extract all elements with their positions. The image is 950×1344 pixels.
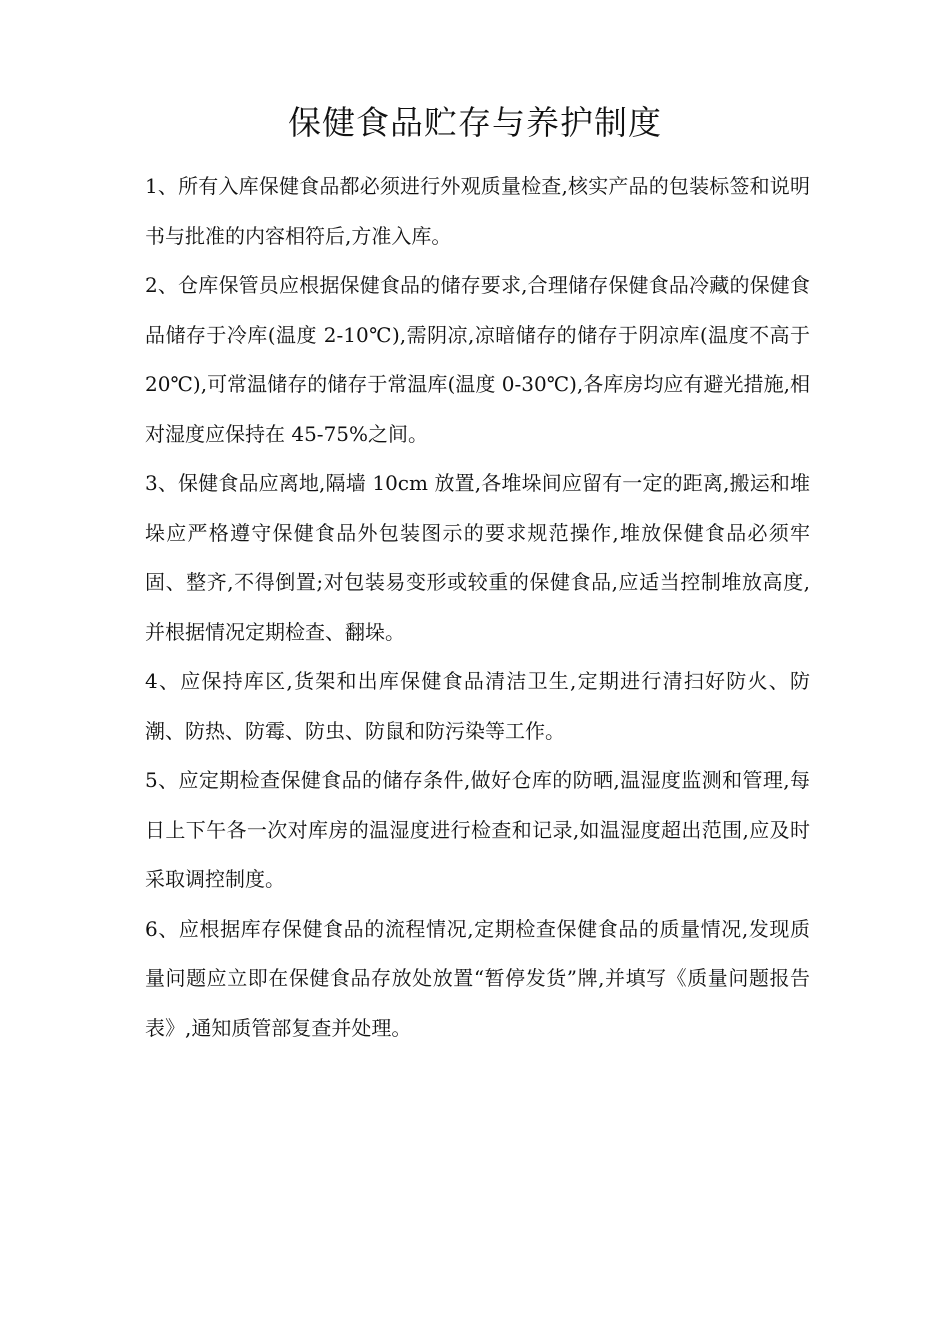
- paragraph-1: 1、所有入库保健食品都必须进行外观质量检查,核实产品的包装标签和说明书与批准的内容相符后,方准入库。: [145, 174, 810, 248]
- document-title: 保健食品贮存与养护制度: [288, 103, 662, 142]
- document-body: [145, 162, 810, 1053]
- paragraph-4: 4、应保持库区,货架和出库保健食品清洁卫生,定期进行清扫好防火、防潮、防热、防霉、防虫、防鼠和防污染等工作。: [145, 669, 810, 743]
- paragraph-3: 3、保健食品应离地,隔墙 10cm 放置,各堆垛间应留有一定的距离,搬运和堆垛应严格遵守保健食品外包装图示的要求规范操作,堆放保健食品必须牢固、整齐,不得倒置;对包装易变形或较重的保健食品,应适当控制堆放高度,并根据情况定期检查、翻垛。: [145, 471, 810, 644]
- paragraph-6: 6、应根据库存保健食品的流程情况,定期检查保健食品的质量情况,发现质量问题应立即在保健食品存放处放置“暂停发货”牌,并填写《质量问题报告表》,通知质管部复查并处理。: [145, 916, 810, 1040]
- paragraph-2: 2、仓库保管员应根据保健食品的储存要求,合理储存保健食品冷藏的保健食品储存于冷库(温度 2-10℃),需阴凉,凉暗储存的储存于阴凉库(温度不高于 20℃),可常温储存的储存于常温库(温度 0-30℃),各库房均应有避光措施,相对湿度应保持在 45-75%之间。: [145, 273, 810, 446]
- paragraph-5: 5、应定期检查保健食品的储存条件,做好仓库的防晒,温湿度监测和管理,每日上下午各一次对库房的温湿度进行检查和记录,如温湿度超出范围,应及时采取调控制度。: [145, 768, 810, 891]
